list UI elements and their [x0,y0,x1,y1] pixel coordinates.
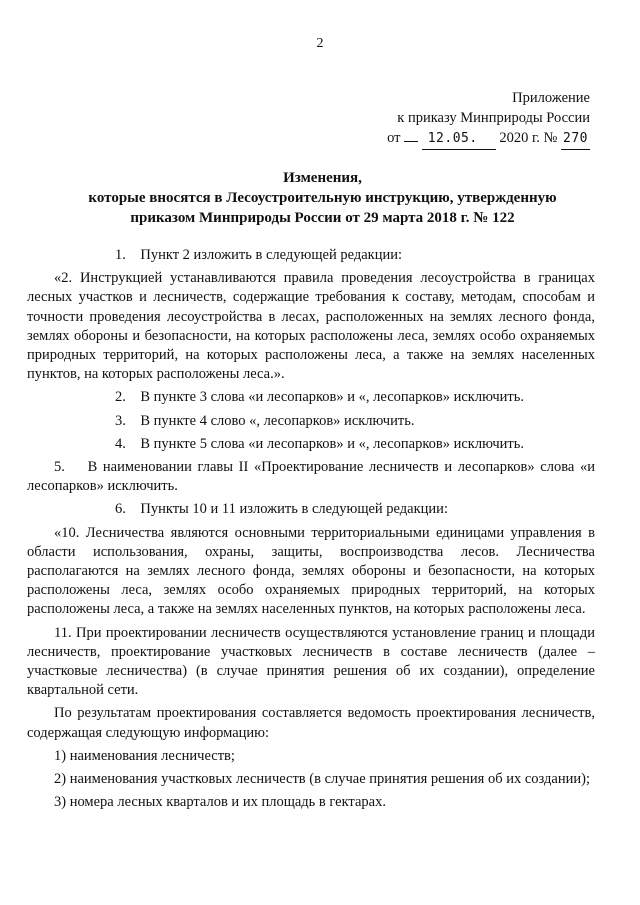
paragraph-2: «2. Инструкцией устанавливаются правила проведения лесоустройства в границах лесных участков и лесничеств, содержащие требования к составу, методам, способам и точности проведения лесоустройства в лесах, расположенных на землях лесного фонда, землях обороны и безопасности, на которых расположены леса, землях особо охраняемых природных территорий, на которых расположены леса, а также на землях населенных пунктов, на которых расположены леса.». [27,270,595,383]
page-number: 2 [316,36,324,51]
paragraph-10: По результатам проектирования составляется ведомость проектирования лесничеств, содержащая следующую информацию: [27,705,595,741]
date-prefix: от [387,130,401,146]
paragraph-9: 11. При проектировании лесничеств осуществляются установление границ и площади лесничеств, проектирование участковых лесничеств в составе лесничеств (далее – участковые лесничества) (в случае принятия решения об их создании), определение квартальной сети. [27,624,595,699]
year-text: 2020 г. № [499,130,558,146]
paragraph-4: 3. В пункте 4 слово «, лесопарков» исключить. [115,412,415,429]
document-title [50,168,595,228]
paragraph-7: 6. Пункты 10 и 11 изложить в следующей редакции: [115,501,448,518]
paragraph-13: 3) номера лесных кварталов и их площадь в гектарах. [54,794,386,811]
title-line-1: Изменения, [283,170,362,186]
appendix-date-line [379,128,590,150]
paragraph-3: 2. В пункте 3 слова «и лесопарков» и «, лесопарков» исключить. [115,389,524,406]
handwritten-date: 12.05. [422,129,496,150]
paragraph-5: 4. В пункте 5 слова «и лесопарков» и «, лесопарков» исключить. [115,435,524,452]
paragraph-8: «10. Лесничества являются основными территориальными единицами управления в области использования, охраны, защиты, воспроизводства лесов. Лесничества располагаются на землях лесного фонда, землях обороны и безопасности, на которых расположены леса, землях особо охраняемых природных территорий, на которых расположены леса, а также на землях населенных пунктов, на которых расположены леса. [27,524,595,618]
appendix-block [379,88,590,150]
paragraph-6: 5. В наименовании главы II «Проектирование лесничеств и лесопарков» слова «и лесопарков» исключить. [27,459,595,495]
date-blank [404,141,418,142]
document-body [27,246,595,816]
appendix-order-ref: к приказу Минприроды России [397,110,590,126]
appendix-label: Приложение [512,90,590,106]
title-line-2: которые вносятся в Лесоустроительную инструкцию, утвержденную [88,190,557,206]
paragraph-11: 1) наименования лесничеств; [54,747,235,764]
paragraph-1: 1. Пункт 2 изложить в следующей редакции: [115,247,403,263]
handwritten-order-number: 270 [561,129,590,150]
paragraph-12: 2) наименования участковых лесничеств (в случае принятия решения об их создании); [54,771,590,788]
title-line-3: приказом Минприроды России от 29 марта 2018 г. № 122 [130,210,515,226]
